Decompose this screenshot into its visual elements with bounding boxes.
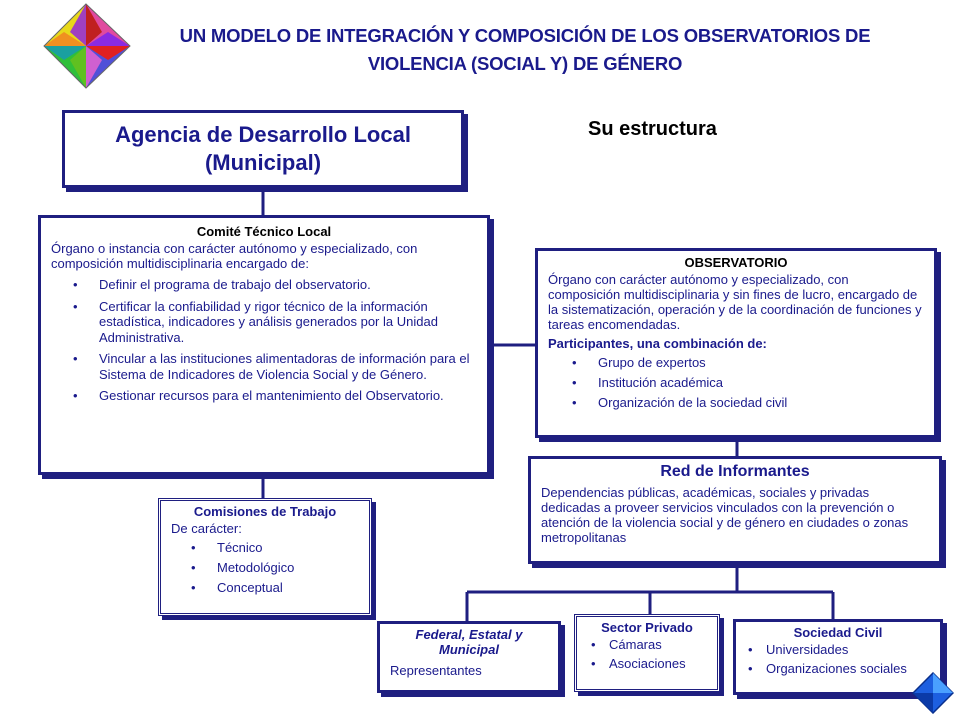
comite-list [73, 277, 477, 404]
list-item [73, 298, 477, 346]
bullet-icon: • [572, 375, 577, 390]
comite-tecnico-box [38, 215, 490, 475]
bullet-icon: • [572, 355, 577, 370]
list-item-text: Grupo de expertos [598, 355, 706, 370]
sector-privado-box [574, 614, 720, 692]
bullet-icon: • [73, 388, 78, 403]
list-item [191, 580, 359, 595]
civil-list [748, 642, 932, 676]
next-slide-diamond-icon[interactable] [912, 672, 954, 714]
list-item [591, 656, 707, 671]
bullet-icon: • [748, 661, 753, 676]
diamond-logo-icon [40, 2, 132, 90]
page-title [125, 22, 925, 78]
list-item [73, 277, 477, 293]
list-item [191, 540, 359, 555]
list-item-text: Vincular a las instituciones alimentadoras de información para el Sistema de Indicadores de Violencia Social y de Género. [99, 351, 470, 382]
comite-intro: Órgano o instancia con carácter autónomo y especializado, con composición multidisciplinaria encargado de: [51, 241, 418, 271]
list-item [748, 661, 932, 676]
comite-header: Comité Técnico Local [196, 224, 332, 239]
page-title-line2: VIOLENCIA (SOCIAL Y) DE GÉNERO [367, 53, 683, 74]
list-item-text: Metodológico [217, 560, 295, 575]
privado-header: Sector Privado [601, 620, 693, 635]
list-item [748, 642, 932, 657]
list-item-text: Gestionar recursos para el mantenimiento del Observatorio. [99, 388, 444, 403]
list-item-text: Definir el programa de trabajo del observatorio. [99, 277, 371, 292]
list-item-text: Organización de la sociedad civil [598, 395, 788, 410]
bullet-icon: • [591, 656, 596, 671]
structure-subtitle: Su estructura [588, 118, 717, 140]
comisiones-list [191, 540, 359, 595]
list-item-text: Asociaciones [609, 656, 686, 671]
red-header: Red de Informantes [660, 463, 810, 480]
bullet-icon: • [73, 351, 78, 366]
comisiones-intro: De carácter: [171, 521, 242, 536]
bullet-icon: • [191, 560, 196, 575]
list-item-text: Conceptual [217, 580, 283, 595]
list-item-text: Cámaras [609, 637, 662, 652]
observatorio-list [572, 355, 924, 410]
red-informantes-box [528, 456, 942, 564]
federal-box [377, 621, 561, 693]
observatorio-header: OBSERVATORIO [684, 255, 788, 270]
bullet-icon: • [591, 637, 596, 652]
list-item-text: Universidades [766, 642, 849, 657]
list-item-text: Técnico [217, 540, 263, 555]
agency-title-line2: (Municipal) [204, 150, 322, 175]
observatorio-intro: Órgano con carácter autónomo y especializado, con composición multidisciplinaria y sin fines de lucro, encargado de la sistematización, operación y de la coordinación de funciones y tareas encomendadas. [548, 272, 922, 332]
federal-header: Federal, Estatal y Municipal [415, 627, 523, 657]
bullet-icon: • [191, 580, 196, 595]
civil-header: Sociedad Civil [793, 625, 883, 640]
list-item-text: Institución académica [598, 375, 724, 390]
comisiones-header: Comisiones de Trabajo [193, 504, 337, 519]
bullet-icon: • [73, 277, 78, 292]
bullet-icon: • [73, 298, 78, 314]
bullet-icon: • [572, 395, 577, 410]
list-item [73, 388, 477, 404]
observatorio-box [535, 248, 937, 438]
privado-list [591, 637, 707, 671]
list-item [73, 351, 477, 382]
list-item [572, 395, 924, 410]
list-item-text: Organizaciones sociales [766, 661, 907, 676]
page-title-line1: UN MODELO DE INTEGRACIÓN Y COMPOSICIÓN DE LOS OBSERVATORIOS DE [179, 25, 871, 46]
list-item [191, 560, 359, 575]
participants-label: Participantes, una combinación de: [548, 336, 767, 351]
agency-title-line1: Agencia de Desarrollo Local [115, 122, 411, 147]
list-item-text: Certificar la confiabilidad y rigor técnico de la información estadística, indicadores y análisis generados por la Unidad Administrativa. [99, 298, 438, 345]
federal-text: Representantes [390, 663, 482, 678]
agency-box [62, 110, 464, 188]
bullet-icon: • [748, 642, 753, 657]
bullet-icon: • [191, 540, 196, 555]
list-item [572, 355, 924, 370]
list-item [572, 375, 924, 390]
comisiones-box [158, 498, 372, 616]
list-item [591, 637, 707, 652]
red-text: Dependencias públicas, académicas, sociales y privadas dedicadas a proveer servicios vinculados con la prevención o atención de la violencia social y de género en ciudades o zonas metropolitanas [541, 485, 909, 545]
